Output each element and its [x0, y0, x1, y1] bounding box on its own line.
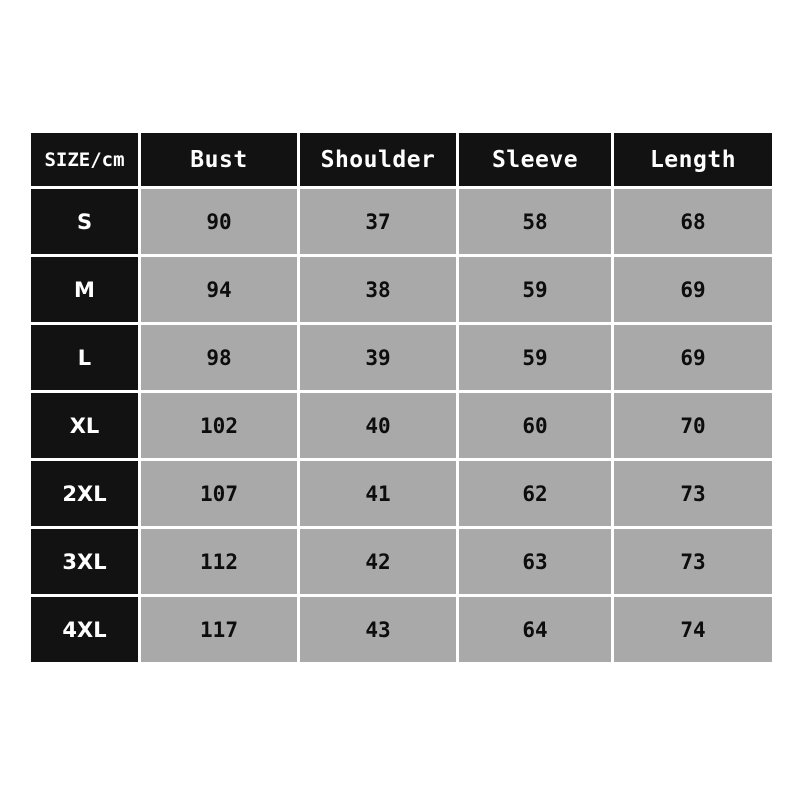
column-header-sleeve: Sleeve	[458, 132, 613, 188]
column-header-bust: Bust	[140, 132, 299, 188]
cell-s-length: 68	[613, 188, 774, 256]
cell-s-shoulder: 37	[299, 188, 458, 256]
table-row	[30, 324, 774, 392]
cell-xl-shoulder: 40	[299, 392, 458, 460]
cell-4xl-bust: 117	[140, 596, 299, 664]
cell-4xl-shoulder: 43	[299, 596, 458, 664]
column-header-shoulder: Shoulder	[299, 132, 458, 188]
column-header-size: SIZE/cm	[30, 132, 140, 188]
cell-xl-bust: 102	[140, 392, 299, 460]
table-header-row	[30, 132, 774, 188]
cell-s-bust: 90	[140, 188, 299, 256]
cell-2xl-length: 73	[613, 460, 774, 528]
cell-4xl-sleeve: 64	[458, 596, 613, 664]
table-header	[30, 132, 774, 188]
cell-3xl-bust: 112	[140, 528, 299, 596]
table-row	[30, 188, 774, 256]
cell-m-shoulder: 38	[299, 256, 458, 324]
row-label-3xl: 3XL	[30, 528, 140, 596]
cell-2xl-bust: 107	[140, 460, 299, 528]
cell-4xl-length: 74	[613, 596, 774, 664]
cell-m-sleeve: 59	[458, 256, 613, 324]
cell-3xl-length: 73	[613, 528, 774, 596]
table-row	[30, 256, 774, 324]
cell-l-bust: 98	[140, 324, 299, 392]
cell-xl-length: 70	[613, 392, 774, 460]
row-label-xl: XL	[30, 392, 140, 460]
row-label-s: S	[30, 188, 140, 256]
size-chart-container	[28, 130, 772, 665]
cell-2xl-shoulder: 41	[299, 460, 458, 528]
cell-2xl-sleeve: 62	[458, 460, 613, 528]
size-chart-table	[28, 130, 775, 665]
cell-l-sleeve: 59	[458, 324, 613, 392]
cell-3xl-shoulder: 42	[299, 528, 458, 596]
cell-3xl-sleeve: 63	[458, 528, 613, 596]
column-header-length: Length	[613, 132, 774, 188]
table-row	[30, 528, 774, 596]
table-row	[30, 596, 774, 664]
cell-xl-sleeve: 60	[458, 392, 613, 460]
row-label-4xl: 4XL	[30, 596, 140, 664]
cell-s-sleeve: 58	[458, 188, 613, 256]
table-row	[30, 392, 774, 460]
table-body	[30, 188, 774, 664]
cell-m-length: 69	[613, 256, 774, 324]
row-label-m: M	[30, 256, 140, 324]
row-label-l: L	[30, 324, 140, 392]
row-label-2xl: 2XL	[30, 460, 140, 528]
cell-m-bust: 94	[140, 256, 299, 324]
table-row	[30, 460, 774, 528]
cell-l-shoulder: 39	[299, 324, 458, 392]
cell-l-length: 69	[613, 324, 774, 392]
